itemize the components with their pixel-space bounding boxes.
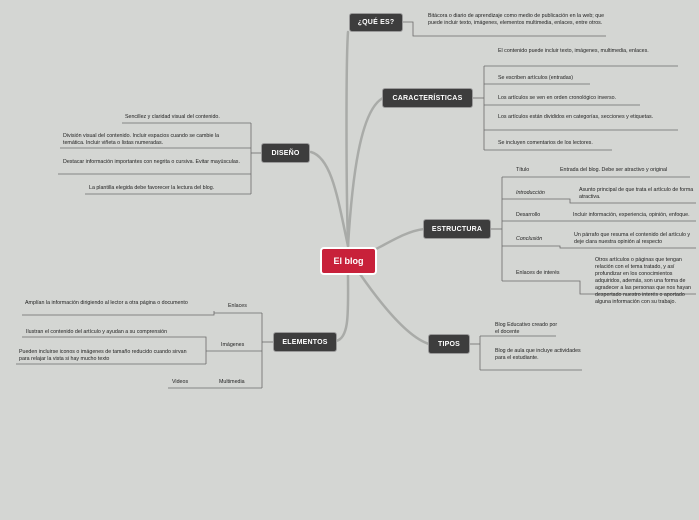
estructura-section-desc: Un párrafo que resuma el contenido del artículo y deje clara nuestra opinión al respecto xyxy=(574,232,691,245)
estructura-section-name: Desarrollo xyxy=(516,212,541,218)
elementos-group-desc: Videos xyxy=(172,379,189,385)
connector-que-es xyxy=(347,32,349,246)
topic-caracteristicas[interactable]: CARACTERÍSTICAS xyxy=(382,88,473,108)
topic-estructura[interactable]: ESTRUCTURA xyxy=(423,219,491,239)
caracteristica-item: Se incluyen comentarios de los lectores. xyxy=(498,140,593,146)
connector-diseno xyxy=(311,152,348,246)
diseno-item: Sencillez y claridad visual del contenido. xyxy=(125,114,220,120)
connector-tipos xyxy=(360,274,429,344)
que-es-description: Bitácora o diario de aprendizaje como medio de publicación en la web; que puede incluir texto, imágenes, elementos multimedia, enlaces, entre otros. xyxy=(428,13,605,26)
elementos-group-name: Enlaces xyxy=(228,303,247,309)
topic-diseno[interactable]: DISEÑO xyxy=(261,143,310,163)
diseno-item: Destacar información importantes con negrita o cursiva. Evitar mayúsculas. xyxy=(63,159,240,165)
topic-tipos[interactable]: TIPOS xyxy=(428,334,470,354)
elementos-group-desc: Amplían la información dirigiendo al lector a otra página o documento xyxy=(25,300,188,306)
connector-elementos xyxy=(336,274,348,341)
topic-elementos[interactable]: ELEMENTOS xyxy=(273,332,337,352)
diseno-item: División visual del contenido. Incluir espacios cuando se cambie la temática. Incluir viñeta o listas numeradas. xyxy=(63,133,220,146)
elementos-group-name: Imágenes xyxy=(221,342,245,348)
central-topic[interactable]: El blog xyxy=(320,247,377,275)
tipo-item: Blog de aula que incluye actividades para el estudiante. xyxy=(495,348,581,361)
connector-caracteristicas xyxy=(348,98,383,246)
elementos-group-desc: Pueden incluirse iconos o imágenes de tamaño reducido cuando sirvan para relajar la vista si hay mucho texto xyxy=(19,349,187,362)
estructura-section-name: Enlaces de interés xyxy=(516,270,560,276)
estructura-section-desc: Otros artículos o páginas que tengan relación con el tema tratado, y así profundizar en los conocimientos adquiridos, además, son una forma de agradecer a las personas que nos hayan despertado nuestro interés o aportado alguna información con su trabajo. xyxy=(595,257,691,305)
diseno-item: La plantilla elegida debe favorecer la lectura del blog. xyxy=(89,185,215,191)
caracteristica-item: Se escriben artículos (entradas) xyxy=(498,75,574,81)
elementos-group-desc: Ilustran el contenido del artículo y ayudan a su comprensión xyxy=(26,329,168,335)
estructura-section-name: Conclusión xyxy=(516,236,543,242)
estructura-section-name: Título xyxy=(516,167,530,173)
caracteristica-item: Los artículos se ven en orden cronológico inverso. xyxy=(498,95,617,101)
caracteristica-item: Los artículos están divididos en categorías, secciones y etiquetas. xyxy=(498,114,654,120)
estructura-section-desc: Entrada del blog. Debe ser atractivo y original xyxy=(560,167,668,173)
estructura-section-desc: Asunto principal de que trata el artículo de forma atractiva. xyxy=(579,187,694,200)
estructura-section-desc: Incluir información, experiencia, opinión, enfoque. xyxy=(573,212,690,218)
tipo-item: Blog Educativo creado por el docente xyxy=(495,322,558,335)
elementos-group-name: Multimedia xyxy=(219,379,245,385)
estructura-section-name: Introducción xyxy=(516,190,545,196)
caracteristica-item: El contenido puede incluir texto, imágenes, multimedia, enlaces. xyxy=(498,48,649,54)
topic-que-es[interactable]: ¿QUÉ ES? xyxy=(349,13,403,32)
